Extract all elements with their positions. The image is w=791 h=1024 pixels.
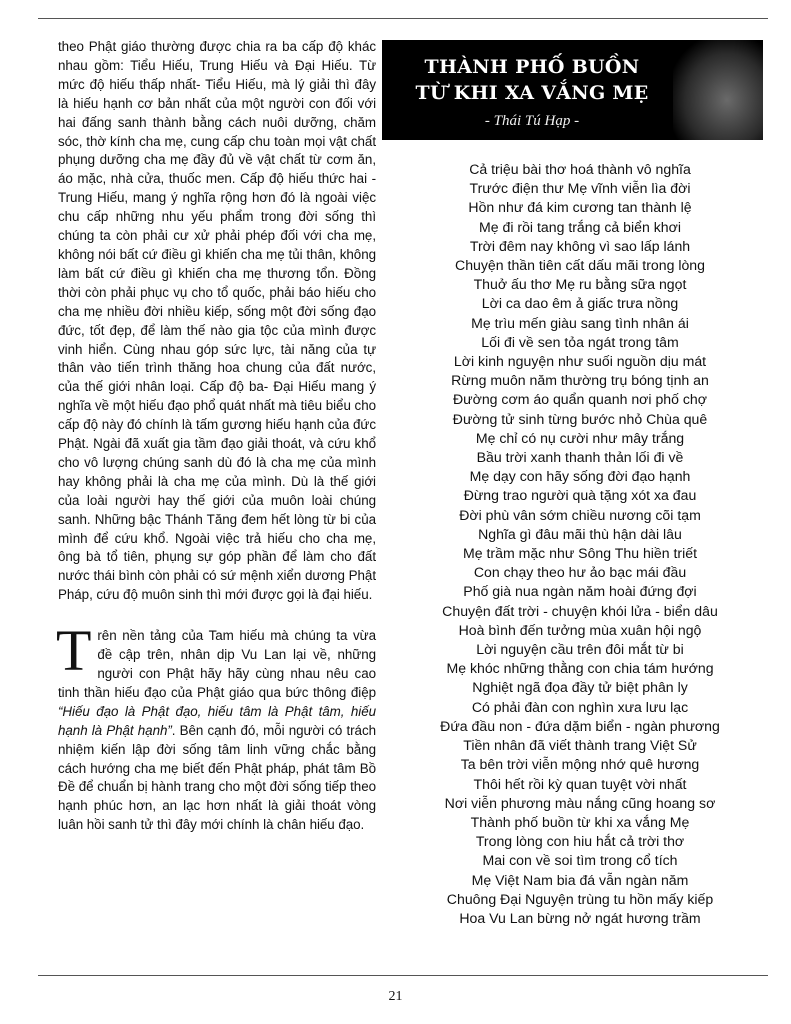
poem-line: Mẹ đi rồi tang trắng cả biển khơi	[479, 218, 681, 235]
poem-line: Lối đi về sen tỏa ngát trong tâm	[481, 333, 679, 350]
poem-line: Tiền nhân đã viết thành trang Việt Sử	[463, 737, 697, 754]
poem-line: Thôi hết rồi kỳ quan tuyệt vời nhất	[473, 775, 687, 792]
poem-body	[390, 160, 770, 928]
poem-line: Chuông Đại Nguyện trùng tu hồn mấy kiếp	[446, 890, 714, 907]
poem-line: Phố già nua ngàn năm hoài đứng đợi	[463, 583, 697, 600]
poem-author: - Thái Tú Hạp -	[484, 113, 580, 129]
poem-line: Mẹ khóc những thằng con chia tám hướng	[446, 660, 714, 677]
article-paragraph-2	[56, 618, 376, 835]
poem-line: Nghĩa gì đâu mãi thù hận dài lâu	[478, 525, 682, 542]
poem-line: Mẹ Việt Nam bia đá vẫn ngàn năm	[471, 871, 689, 888]
poem-line: Cả triệu bài thơ hoá thành vô nghĩa	[469, 161, 691, 177]
poem-line: Mẹ trìu mến giàu sang tình nhân ái	[471, 314, 689, 331]
poem-line: Đừng trao người quà tặng xót xa đau	[463, 487, 697, 504]
drop-cap: T	[56, 618, 92, 684]
poem-line: Hoa Vu Lan bừng nở ngát hương trầm	[459, 909, 701, 926]
poem-line: Thành phố buồn từ khi xa vắng Mẹ	[470, 813, 690, 830]
lotus-image	[673, 40, 763, 140]
poem-line: Chuyện đất trời - chuyện khói lửa - biển dâu	[442, 602, 718, 619]
poem-line: Trong lòng con hiu hắt cả trời thơ	[475, 833, 685, 850]
footer-rule	[38, 975, 768, 976]
poem-line: Đường tử sinh từng bước nhỏ Chùa quê	[452, 410, 708, 427]
poem-line: Nơi viễn phương màu nắng cũng hoang sơ	[444, 794, 716, 811]
article-paragraph-1: theo Phật giáo thường được chia ra ba cấp độ khác nhau gồm: Tiểu Hiếu, Trung Hiếu và Đại Hiếu. Từ mức độ hiếu thấp nhất- Tiểu Hiếu, mà lý giải thì đây là hiếu hạnh cơ bản nhất của một người con đối với hai đấng sanh thành bằng cách nuôi dưỡng, chăm sóc, thờ kính cha mẹ, cung cấp chu toàn mọi vật chất phụng dưỡng cha mẹ đầy đủ về vật chất từ cơm ăn, áo mặc, nhà cửa, thuốc men. Cấp độ hiếu thức hai -Trung Hiếu, mang ý nghĩa rộng hơn đó là ngoài việc chu cấp những nhu yếu phẩm trong đời sống thì chúng ta còn phải cư xử phải phép đối với cha mẹ, không nói bất cứ điều gì khiến cha mẹ tủi thân, không làm bất cứ điều gì khiến cha mẹ thương tổn. Đồng thời còn phải phục vụ cho tổ quốc, phải báo hiếu cho cha mẹ nhiều đời nhiều kiếp, sống một đời sống đạo đức, tốt đẹp, để làm thế nào gia tộc của mình được vinh hiển. Cùng nhau góp sức lực, tài năng của tự thân vào tiến trình thăng hoa chung của đất nước, của thế giới nhân loại. Cấp độ ba- Đại Hiếu mang ý nghĩa về một hiếu đạo phổ quát nhất mà tiêu biểu cho cấp độ này đó chính là tấm gương hiếu hạnh của đức Phật. Ngài đã xuất gia tầm đạo giải thoát, và cứu khổ cho vô lượng chúng sanh dù đó là cha mẹ của mình hay không phải là cha mẹ của mình. Dù là thế giới của loài người hay thế giới của muôn loài chúng sanh. Những bậc Thánh Tăng đem hết lòng từ bi của mình để cứu khổ. Ngoài việc trả hiếu cho cha mẹ, ông bà tổ tiên, phụng sự góp phần để làm cho đất nước thái bình còn phải có sứ mệnh xiển dương Phật Pháp, cứu độ muôn sinh thì mới được gọi là đại hiếu.	[58, 39, 376, 603]
poem-line: Trời đêm nay không vì sao lấp lánh	[469, 237, 691, 254]
poem-line: Đứa đầu non - đứa dặm biển - ngàn phương	[440, 717, 720, 734]
article-column	[58, 38, 376, 835]
poem-line: Bầu trời xanh thanh thản lối đi về	[476, 449, 684, 466]
poem-line: Thuở ấu thơ Mẹ ru bằng sữa ngọt	[473, 276, 687, 293]
poem-line: Lời nguyện cầu trên đôi mắt từ bi	[476, 641, 684, 658]
paragraph-2-text-b: . Bên cạnh đó, mỗi người có trách nhiệm kiến lập đời sống tâm linh vững chắc bằng cách hướng cha mẹ biết đến Phật pháp, phát tâm Bồ Đề để chuẩn bị hành trang cho một đời sống tiếp theo hạnh phúc hơn, an lạc hơn nhất là giải thoát vòng luân hồi sanh tử thì đây mới chính là chân hiếu đạo.	[58, 722, 376, 833]
poem-title-line-1: THÀNH PHỐ BUỒN	[424, 56, 640, 78]
poem-line: Lời kinh nguyện như suối nguồn dịu mát	[453, 353, 707, 370]
poem-line: Hồn như đá kim cương tan thành lệ	[468, 199, 692, 216]
page-number: 21	[388, 989, 403, 1004]
poem-line: Trước điện thư Mẹ vĩnh viễn lìa đời	[469, 180, 691, 197]
paragraph-2-quote: “Hiếu đạo là Phật đạo, hiếu tâm là Phật tâm, hiếu hạnh là Phật hạnh”	[58, 703, 376, 738]
poem-line: Lời ca dao êm ả giấc trưa nồng	[481, 295, 679, 312]
header-rule	[38, 18, 768, 19]
poem-title-line-2: TỪ KHI XA VẮNG MẸ	[415, 82, 649, 104]
poem-line: Mai con về soi tìm trong cổ tích	[482, 852, 678, 869]
poem-line: Đường cơm áo quẩn quanh nơi phố chợ	[452, 391, 708, 408]
poem-line: Con chạy theo hư ảo bạc mái đầu	[473, 564, 687, 581]
paragraph-2-text-a: rên nền tảng của Tam hiếu mà chúng ta vừa đề cập trên, nhân dịp Vu Lan lại về, những người con Phật hãy hãy cùng nhau nêu cao tinh thần hiếu đạo của Phật giáo qua bức thông điệp	[58, 628, 376, 700]
poem-line: Đời phù vân sớm chiều nương cõi tạm	[459, 506, 701, 523]
poem-title-box	[382, 40, 763, 140]
poem-line: Ta bên trời viễn mộng nhớ quê hương	[460, 756, 700, 773]
poem-line: Chuyện thần tiên cất dấu mãi trong lòng	[455, 257, 705, 274]
poem-line: Hoà bình đến tưởng mùa xuân hội ngộ	[458, 621, 702, 638]
poem-line: Nghiệt ngã đọa đầy tử biệt phân ly	[472, 679, 688, 696]
poem-line: Mẹ chỉ có nụ cười như mây trắng	[475, 429, 685, 446]
poem-line: Mẹ dạy con hãy sống đời đạo hạnh	[469, 468, 691, 485]
poem-line: Rừng muôn năm thường trụ bóng tịnh an	[451, 372, 709, 389]
poem-line: Mẹ trầm mặc như Sông Thu hiền triết	[463, 545, 697, 562]
poem-line: Có phải đàn con nghìn xưa lưu lạc	[471, 698, 689, 715]
